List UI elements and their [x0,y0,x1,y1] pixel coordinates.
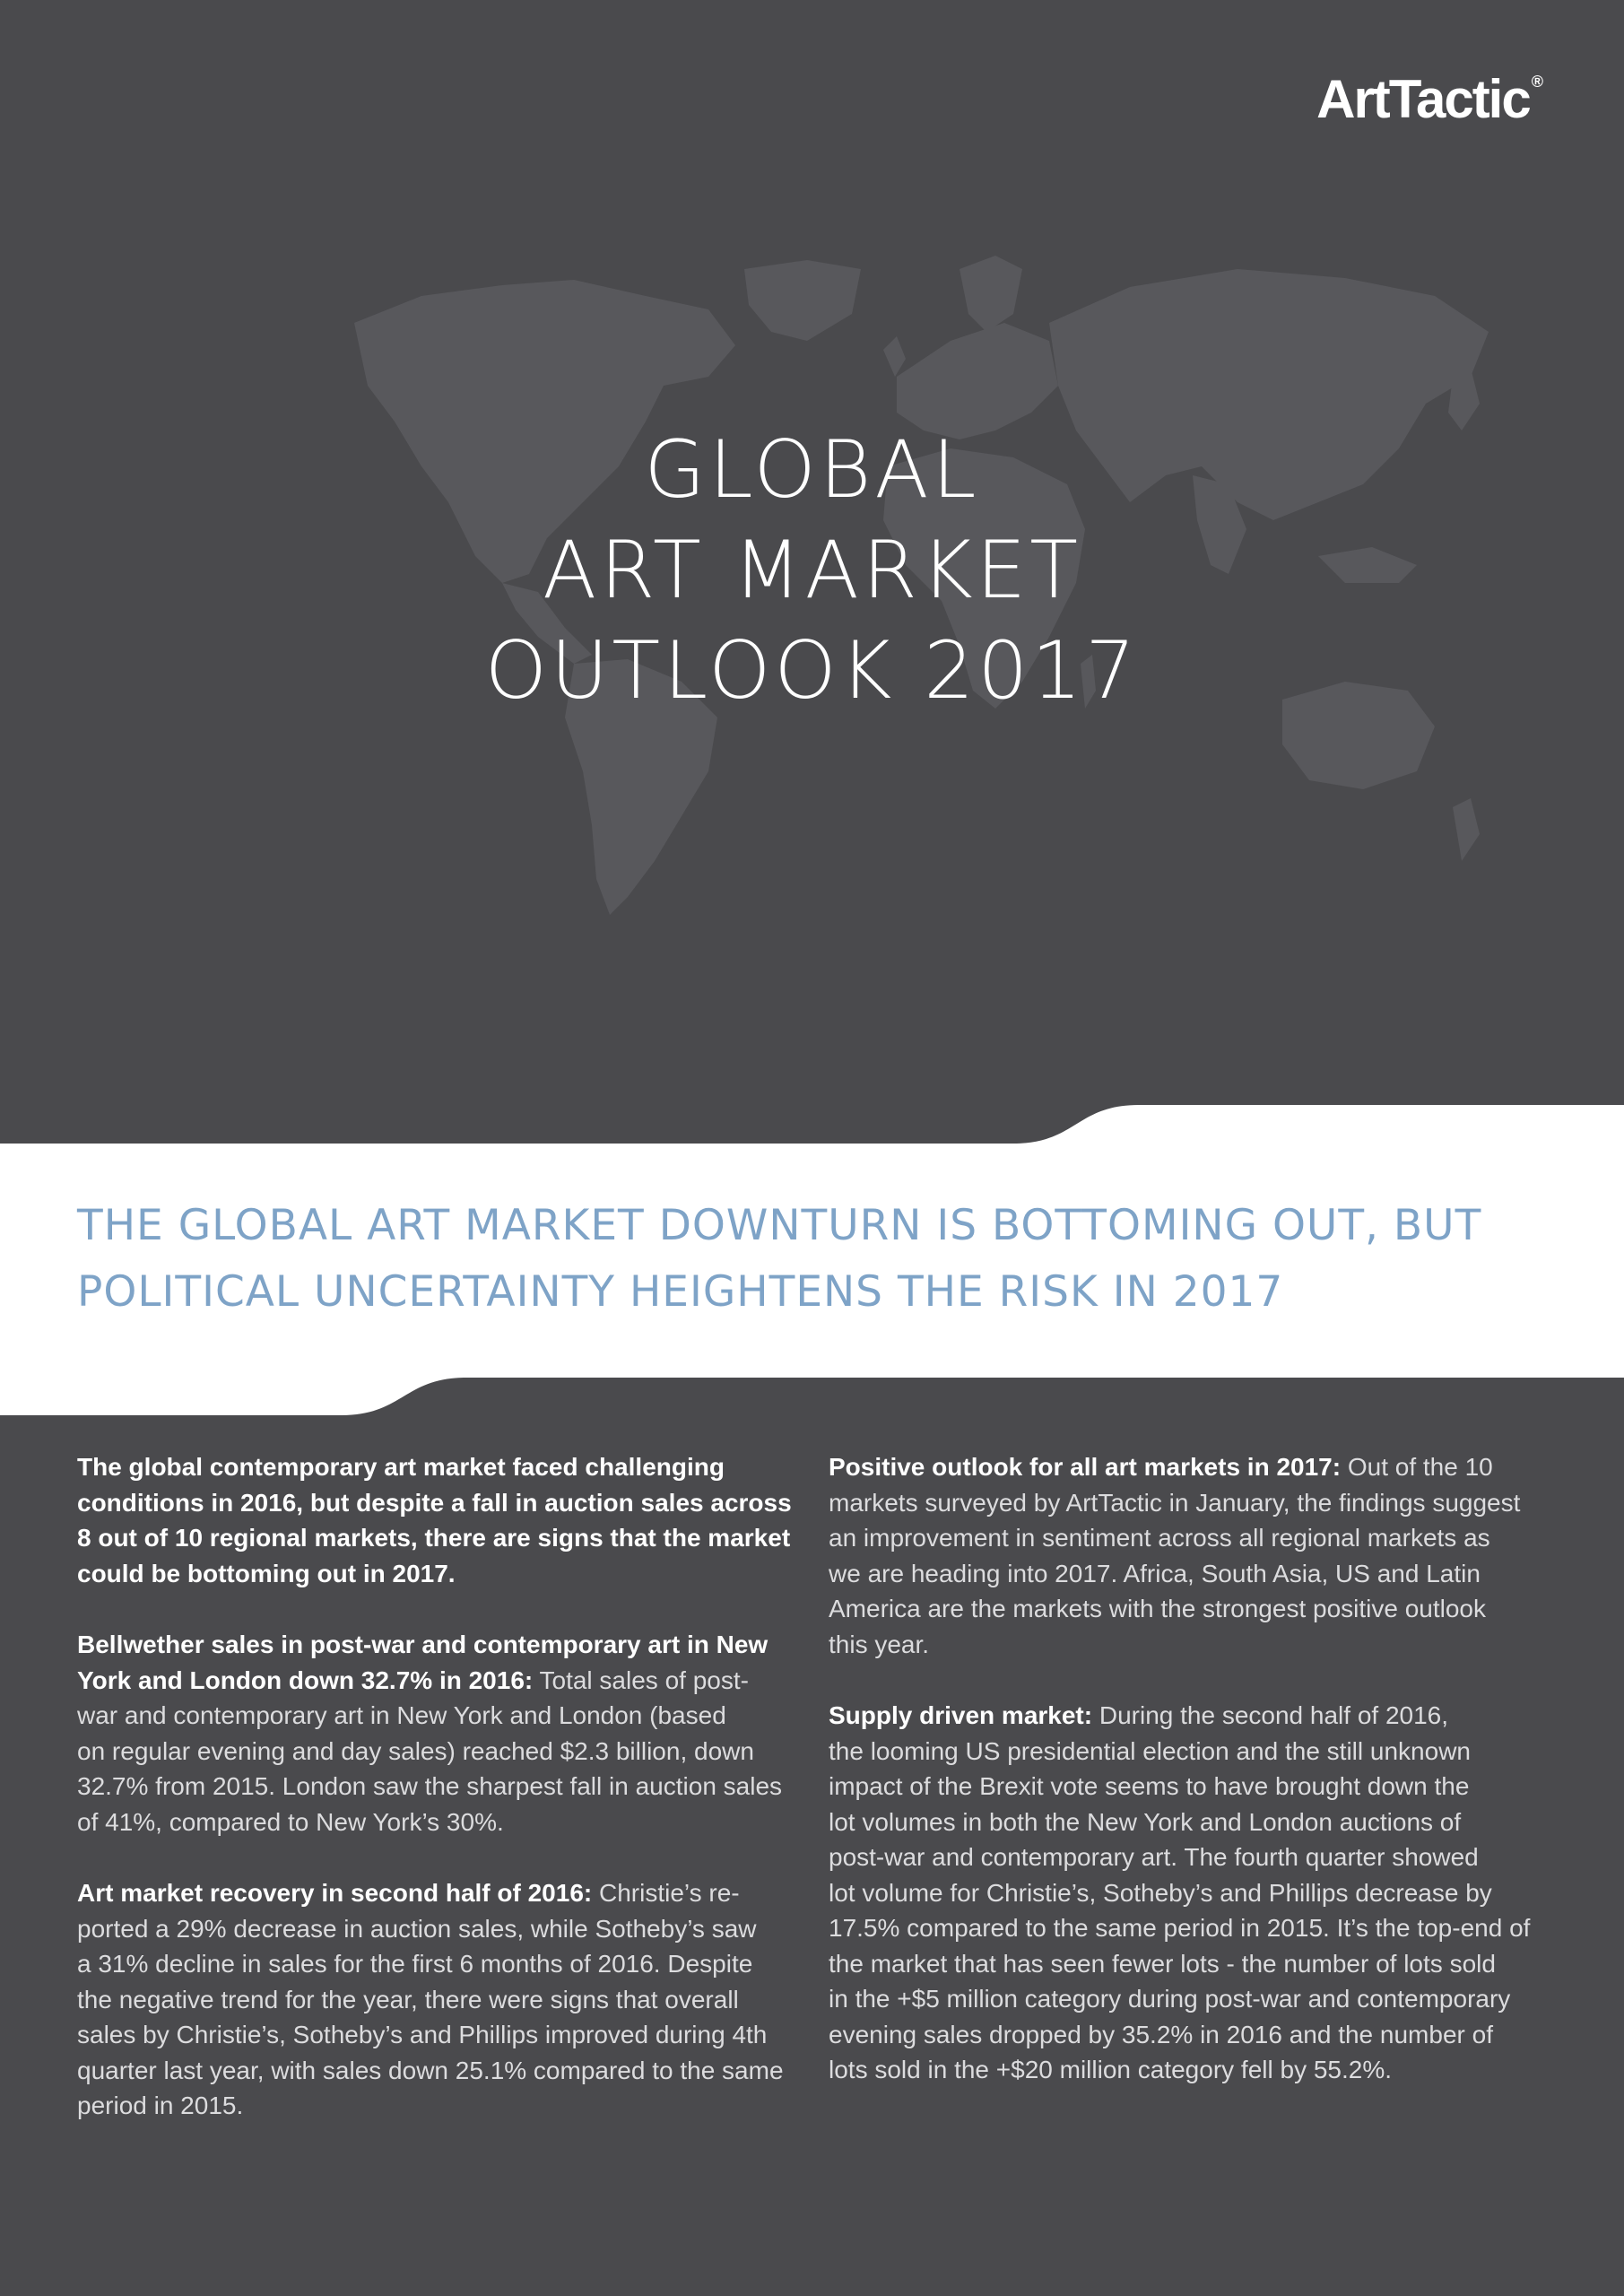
report-headline [77,1193,1566,1326]
paragraph-line: post-war and contemporary art. The fourth quarter showed [829,1843,1479,1871]
headline-line: THE GLOBAL ART MARKET DOWNTURN IS BOTTOMING OUT, BUT [77,1201,1482,1250]
report-title [0,420,1624,721]
paragraph-line: markets surveyed by ArtTactic in January, the findings suggest [829,1488,1521,1517]
paragraph-line: on regular evening and day sales) reached $2.3 billion, down [77,1736,754,1765]
paragraph-line: of 41%, compared to New York’s 30%. [77,1807,504,1836]
section-heading: Supply driven market: [829,1701,1093,1729]
paragraph-line: an improvement in sentiment across all regional markets as [829,1524,1490,1552]
paragraph-text: During the second half of 2016, [1092,1701,1449,1729]
paragraph-line: a 31% decline in sales for the first 6 months of 2016. Despite [77,1950,753,1978]
arttactic-logo [1316,68,1543,130]
paragraph-text: Christie’s re- [592,1879,740,1907]
title-line: OUTLOOK 2017 [484,624,1140,717]
paragraph-line: the market that has seen fewer lots - the number of lots sold [829,1949,1496,1978]
intro-paragraph [77,1449,803,1591]
paragraph-line: America are the markets with the strongest positive outlook [829,1595,1487,1622]
paragraph-line: sales by Christie’s, Sotheby’s and Phillips improved during 4th [77,2021,768,2048]
paragraph-line: in the +$5 million category during post-war and contemporary [829,1985,1511,2013]
logo-text: ArtTactic [1316,69,1530,129]
paragraph-line: the negative trend for the year, there were signs that overall [77,1985,739,2013]
right-column [829,1449,1555,2124]
paragraph-line: ported a 29% decrease in auction sales, while Sotheby’s saw [77,1914,757,1943]
title-line: ART MARKET [543,524,1081,616]
left-column [77,1449,803,2160]
paragraph-line: lots sold in the +$20 million category fell by 55.2%. [829,2056,1393,2083]
paragraph-line: quarter last year, with sales down 25.1% compared to the same [77,2056,784,2084]
paragraph-line: lot volumes in both the New York and London auctions of [829,1807,1462,1836]
intro-line: conditions in 2016, but despite a fall in auction sales across [77,1488,792,1517]
paragraph-line: period in 2015. [77,2092,244,2119]
paragraph-line: 17.5% compared to the same period in 2015. It’s the top-end of [829,1914,1531,1942]
paragraph-text: Out of the 10 [1341,1453,1493,1481]
positive-outlook-paragraph [829,1449,1555,1662]
intro-line: could be bottoming out in 2017. [77,1559,456,1587]
section-heading-line: York and London down 32.7% in 2016: [77,1665,534,1694]
paragraph-line: we are heading into 2017. Africa, South Asia, US and Latin [829,1559,1481,1587]
section-heading-line: Bellwether sales in post-war and contemporary art in New [77,1631,769,1658]
paragraph-line: 32.7% from 2015. London saw the sharpest fall in auction sales [77,1772,783,1800]
paragraph-line: lot volume for Christie’s, Sotheby’s and Phillips decrease by [829,1878,1492,1907]
section-heading: Art market recovery in second half of 2016: [77,1879,593,1907]
section-heading: Positive outlook for all art markets in 2017: [829,1453,1342,1481]
registered-mark: ® [1531,73,1543,91]
intro-line: 8 out of 10 regional markets, there are signs that the market [77,1524,791,1552]
title-line: GLOBAL [644,423,980,516]
intro-line: The global contemporary art market faced challenging [77,1453,725,1481]
recovery-paragraph [77,1875,803,2124]
headline-line: POLITICAL UNCERTAINTY HEIGHTENS THE RISK IN 2017 [77,1267,1284,1317]
paragraph-line: the looming US presidential election and the still unknown [829,1736,1471,1765]
paragraph-line: this year. [829,1630,930,1658]
paragraph-line: evening sales dropped by 35.2% in 2016 and the number of [829,2020,1493,2048]
paragraph-line: impact of the Brexit vote seems to have brought down the [829,1772,1470,1800]
paragraph-line: war and contemporary art in New York and London (based [77,1701,726,1729]
bellwether-sales-paragraph [77,1627,803,1839]
supply-driven-paragraph [829,1698,1555,2088]
paragraph-text: Total sales of post- [533,1665,749,1694]
